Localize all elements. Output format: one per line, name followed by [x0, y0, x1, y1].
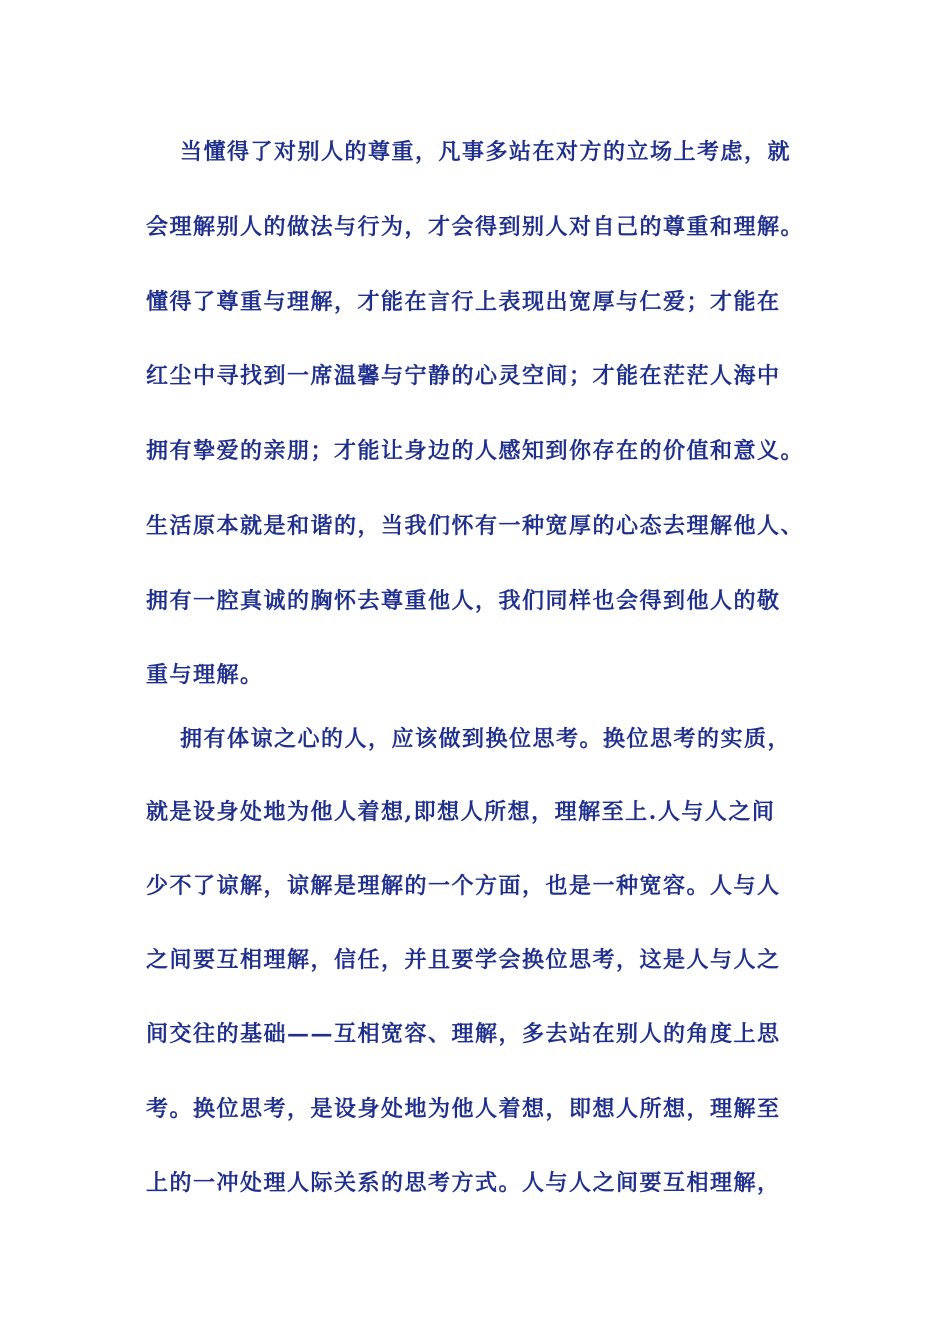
paragraph-2-line-3: 少不了谅解，谅解是理解的一个方面，也是一种宽容。人与人	[146, 873, 781, 899]
paragraph-1-line-3: 懂得了尊重与理解，才能在言行上表现出宽厚与仁爱；才能在	[146, 289, 781, 315]
paragraph-2-line-7: 上的一冲处理人际关系的思考方式。人与人之间要互相理解，	[146, 1170, 781, 1196]
paragraph-2-line-5: 间交往的基础——互相宽容、理解，多去站在别人的角度上思	[146, 1021, 781, 1047]
paragraph-2-line-2: 就是设身处地为他人着想,即想人所想，理解至上.人与人之间	[146, 799, 776, 825]
paragraph-1-line-8: 重与理解。	[146, 662, 264, 688]
paragraph-2-line-6: 考。换位思考，是设身处地为他人着想，即想人所想，理解至	[146, 1096, 781, 1122]
paragraph-1-line-4: 红尘中寻找到一席温馨与宁静的心灵空间；才能在茫茫人海中	[146, 363, 781, 389]
paragraph-1-line-5: 拥有挚爱的亲朋；才能让身边的人感知到你存在的价值和意义。	[146, 438, 805, 464]
paragraph-1-line-7: 拥有一腔真诚的胸怀去尊重他人，我们同样也会得到他人的敬	[146, 588, 781, 614]
paragraph-1-line-1: 当懂得了对别人的尊重，凡事多站在对方的立场上考虑，就	[180, 139, 792, 165]
paragraph-1-line-2: 会理解别人的做法与行为，才会得到别人对自己的尊重和理解。	[146, 214, 805, 240]
paragraph-2-line-4: 之间要互相理解，信任，并且要学会换位思考，这是人与人之	[146, 947, 781, 973]
paragraph-1-line-6: 生活原本就是和谐的，当我们怀有一种宽厚的心态去理解他人、	[146, 513, 805, 539]
paragraph-2-line-1: 拥有体谅之心的人，应该做到换位思考。换位思考的实质，	[180, 726, 792, 752]
